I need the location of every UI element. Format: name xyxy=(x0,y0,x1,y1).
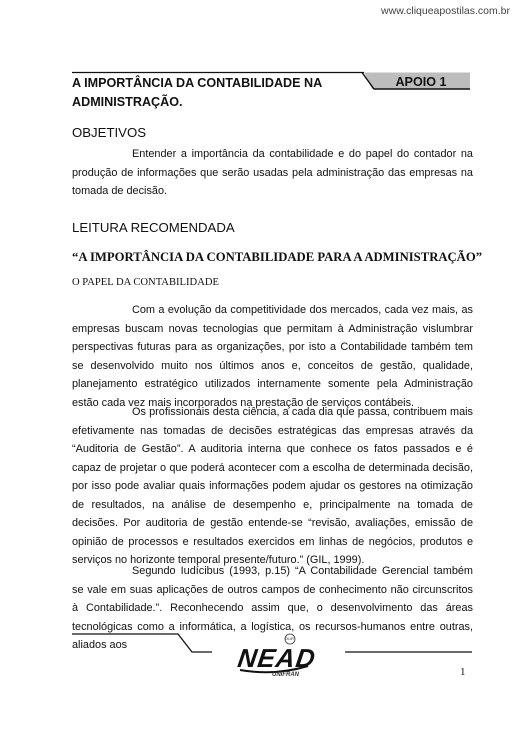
paragraph-2: Os profissionais desta ciência, a cada dia que passa, contribuem mais efetivamente nas tomadas de decisões estratégicas das empresas através da “Auditoria de Gestão”. A auditoria interna que conhece os fatos passados e é capaz de projetar o que poderá acontecer com a escolha de determinada decisão, por isso pode avaliar quais informações podem ajudar os gestores na otimização de resultados, na análise de desempenho e, principalmente na tomada de decisões. Por auditoria de gestão entende-se “revisão, avaliações, emissão de opinião de processos e resultados exercidos em linhas de negócios, produtos e serviços no horizonte temporal presente/futuro.” (GIL, 1999). xyxy=(72,406,473,566)
paragraph-3: Segundo Iudícibus (1993, p.15) “A Contabilidade Gerencial também se vale em suas aplicações de outros campos de conhecimento não circunscritos à Contabilidade.”. Reconhecendo assim que, o desenvolvimento das áreas tecnológicas como a informática, a logística, os recursos-humanos entre outras, aliados aos xyxy=(72,565,473,651)
paragraph-1: Com a evolução da competitividade dos mercados, cada vez mais, as empresas buscam novas tecnologias que permitam à Administração vislumbrar perspectivas futuras para as organizações, por isto a Contabilidade também tem se desenvolvido muito nos últimos anos e, conceitos de gestão, qualidade, planejamento estratégico utilizados internamente somente pela Administração estão cada vez mais incorporados na prestação de serviços contábeis. xyxy=(72,304,473,409)
apoio-label: APOIO 1 xyxy=(395,75,447,89)
site-url[interactable]: www.cliqueapostilas.com.br xyxy=(381,5,510,17)
objetivos-heading: OBJETIVOS xyxy=(72,125,147,140)
nead-logo-sub: UNIFRAN xyxy=(272,672,299,678)
reading-title: “A IMPORTÂNCIA DA CONTABILIDADE PARA A ADMINISTRAÇÃO” xyxy=(72,250,483,264)
objetivos-text: Entender a importância da contabilidade e do papel do contador na produção de informações que serão usadas pela administração das empresas na tomada de decisão. xyxy=(72,148,473,197)
reading-subheading: O PAPEL DA CONTABILIDADE xyxy=(72,277,219,288)
nead-logo: NEAD xyxy=(235,643,318,673)
leitura-heading: LEITURA RECOMENDADA xyxy=(72,220,235,235)
page-number: 1 xyxy=(460,666,466,678)
document-title: A IMPORTÂNCIA DA CONTABILIDADE NA ADMINISTRAÇÃO. xyxy=(72,76,322,109)
logo-badge-text: OUR xyxy=(285,636,294,641)
